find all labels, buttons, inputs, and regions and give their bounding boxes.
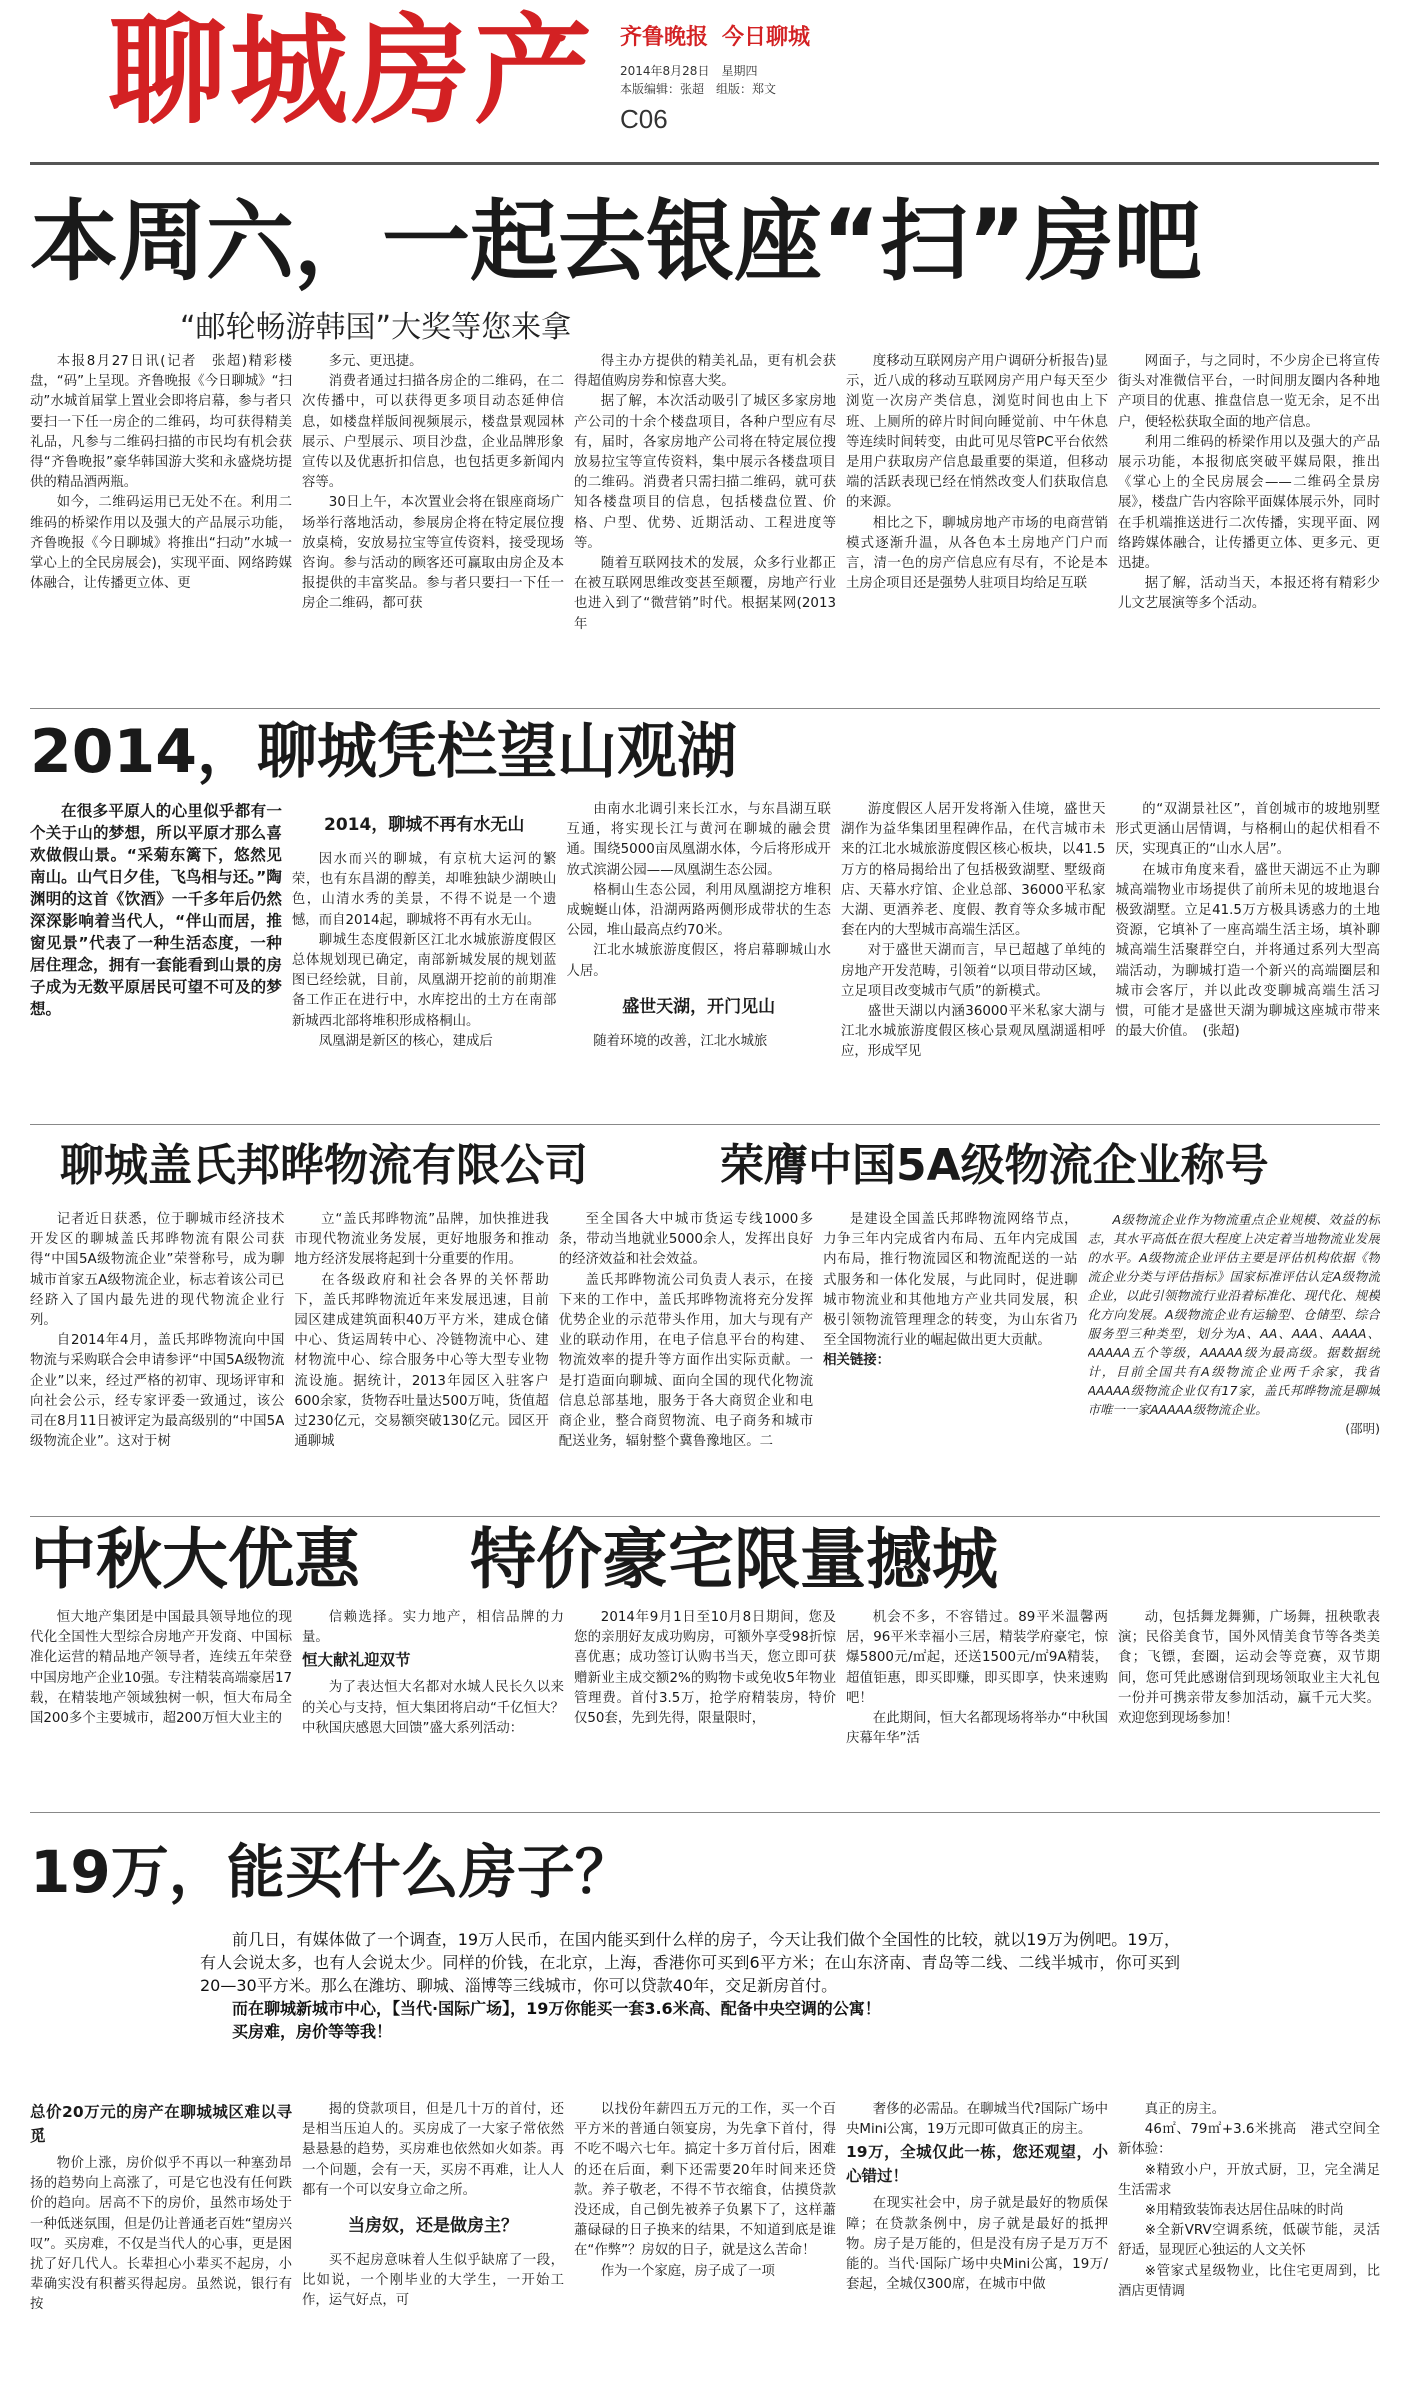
article2-body — [30, 800, 1380, 1120]
related-link-text: A级物流企业作为物流重点企业规模、效益的标志，其水平高低在很大程度上决定着当地物流业发展的水平。A级物流企业评估主要是评估机构依据《物流企业分类与评估指标》国家标准评估认定A级物流企业，以此引领物流行业沿着标准化、现代化、规模化方向发展。A级物流企业有运输型、仓储型、综合服务型三种类型，划分为A、AA、AAA、AAAA、AAAAA五个等级，AAAAA级为最高级。据数据统计，目前全国共有A级物流企业两千余家，我省AAAAA级物流企业仅有17家，盖氏邦晔物流是聊城市唯一一家AAAAA级物流企业。 — [1087, 1212, 1381, 1417]
article1-column: 度移动互联网房产用户调研分析报告)显示，近八成的移动互联网房产用户每天至少浏览一次房产类信息，浏览时间也由上下班、上厕所的碎片时间向睡觉前、中午休息等连续时间转变，由此可见尽管PC平台依然是用户获取房产信息最重要的渠道，但移动端的活跃表现已经在悄然改变人们获取信息的来源。 相比之下，聊城房地产市场的电商营销模式逐渐升温，从各色本土房地产门户而言，清一色的房产信息应有尽有，不论是本土房企项目还是强势人驻项目均给足互联 — [846, 354, 1108, 592]
article1-column: 得主办方提供的精美礼品，更有机会获得超值购房券和惊喜大奖。 据了解，本次活动吸引了城区多家房地产公司的十余个楼盘项目，各种户型应有尽有，届时，各家房地产公司将在特定展位搜放易拉宝等宣传资料，集中展示各楼盘项目的二维码。消费者只需扫描二维码，就可获知各楼盘项目的信息，包括楼盘位置、价格、户型、优势、近期活动、工程进度等等。 随着互联网技术的发展，众多行业都正在被互联网思维改变甚至颠覆，房地产行业也进入到了“微营销”时代。根据某网(2013年 — [574, 354, 836, 632]
article2-column: 游度假区人居开发将渐入佳境，盛世天湖作为益华集团里程碑作品，在代言城市未来的江北水城旅游度假区核心板块，以41.5万方的格局揭给出了包括极致湖墅、墅级商店、天幕水疗馆、企业总部、36000平私家大湖、更酒养老、度假、教育等众多城市配套在内的大型城市高端生活区。 对于盛世天湖而言，早已超越了单纯的房地产开发范畴，引领着“以项目带动区域，立足项目改变城市气质”的新模式。 盛世天湖以内涵36000平米私家大湖与江北水城旅游度假区核心景观凤凰湖遥相呼应，形成罕见 — [840, 802, 1106, 1060]
section-divider — [30, 1124, 1380, 1125]
article4-column: 信赖选择。实力地产，相信品牌的力量。 恒大献礼迎双节 为了表达恒大名都对水城人民长久以来的关心与支持，恒大集团将启动“千亿恒大？中秋国庆感恩大回馈”盛大系列活动： — [302, 1610, 564, 1736]
issue-date: 2014年8月28日 星期四 — [620, 64, 758, 78]
article5-headline: 19万，能买什么房子？ — [30, 1838, 633, 1906]
article3-column: 立“盖氏邦晔物流”品牌，加快推进我市现代物流业务发展，更好地服务和推动地方经济发展将起到十分重要的作用。 在各级政府和社会各界的关怀帮助下，盖氏邦晔物流近年来发展迅速，目前园区建成建筑面积40万平方米，建成仓储中心、货运周转中心、冷链物流中心、建材物流中心、综合服务中心等大型专业物流设施。据统计，2013年园区入驻客户600余家，货物吞吐量达500万吨，货值超过230亿元，交易额突破130亿元。园区开通聊城 — [294, 1212, 549, 1450]
article4-column: 动，包括舞龙舞狮，广场舞，扭秧歌表演；民俗美食节，国外风情美食节等各类美食；飞镖，套圈，运动会等竞赛，双节期间，您可凭此感谢信到现场领取业主大礼包一份并可携亲带友参加活动，赢千元大奖。欢迎您到现场参加！ — [1118, 1610, 1380, 1727]
article3-column: 是建设全国盖氏邦晔物流网络节点，力争三年内完成省内布局、五年内完成国内布局，推行物流园区和物流配送的一站式服务和一体化发展，与此同时，促进聊城市物流业和其他地方产业共同发展，积极引领物流管理理念的转变，为山东省乃至全国物流行业的崛起做出更大贡献。 相关链接： — [823, 1210, 1077, 1510]
article4-column: 机会不多，不容错过。89平米温馨两居，96平米幸福小三居，精装学府豪宅，惊爆5800元/㎡起，还送1500元/㎡9A精装，超值钜惠，即买即赚，即买即享，快来速购吧！ 在此期间，恒大名都现场将举办“中秋国庆幕年华”活 — [846, 1610, 1108, 1747]
article5-column: 真正的房主。 46㎡、79㎡+3.6米挑高 港式空间全新体验： ※精致小户，开放式厨，卫，完全满足生活需求 ※用精致装饰表达居住品味的时尚 ※全新VRV空调系统，低碳节能，灵活舒适，显现匠心独运的人文关怀 ※管家式星级物业，比住宅更周到，比酒店更情调 — [1118, 2102, 1380, 2299]
article4-headline-right: 特价豪宅限量撼城 — [470, 1521, 998, 1598]
section-divider — [30, 708, 1380, 709]
article2-intro-column — [30, 800, 282, 1120]
article4-column: 恒大地产集团是中国最具领导地位的现代化全国性大型综合房地产开发商、中国标准化运营的精品地产领导者，连续五年荣登中国房地产企业10强。专注精装高端豪居17载，在精装地产领域独树一帜，恒大布局全国200多个主要城市，超200万恒大业主的 — [30, 1610, 292, 1727]
article3-column: 至全国各大中城市货运专线1000多条，带动当地就业5000余人，发挥出良好的经济效益和社会效益。 盖氏邦晔物流公司负责人表示，在接下来的工作中，盖氏邦晔物流将充分发挥优势企业的示范带头作用，加大与现有产业的联动作用，在电子信息平台的构建、物流效率的提升等方面作出实际贡献。一是打造面向聊城、面向全国的现代化物流信息总部基地，服务于各大商贸企业和电商企业，整合商贸物流、电子商务和城市配送业务，辐射整个冀鲁豫地区。二 — [558, 1212, 814, 1450]
page-number: C06 — [620, 104, 668, 134]
masthead-title: 聊城房产 — [108, 2, 597, 140]
masthead-brand — [620, 20, 810, 51]
article1-column: 多元、更迅捷。 消费者通过扫描各房企的二维码，在二次传播中，可以获得更多项目动态延伸信息，如楼盘样版间视频展示，楼盘景观园林展示、户型展示、项目沙盘，企业品牌形象宣传以及优惠折扣信息，也包括更多新闻内容等。 30日上午，本次置业会将在银座商场广场举行落地活动，参展房企将在特定展位搜放桌椅，安放易拉宝等宣传资料，接受现场咨询。参与活动的顾客还可赢取由房企及本报提供的丰富奖品。参与者只要扫一下任一房企二维码，都可获 — [302, 354, 564, 612]
article4-subhead: 恒大献礼迎双节 — [302, 1651, 411, 1670]
section-divider — [30, 1516, 1380, 1517]
article2-headline: 2014，聊城凭栏望山观湖 — [30, 717, 737, 787]
section-divider — [30, 1812, 1380, 1813]
article4-column: 2014年9月1日至10月8日期间，您及您的亲朋好友成功购房，可额外享受98折惊喜优惠；成功签订认购书当天，您立即可获赠新业主成交额2%的购物卡或免收5年物业管理费。首付3.5万，抢学府精装房，特价仅50套，先到先得，限量限时， — [574, 1610, 836, 1727]
article5-intro-highlight: 而在聊城新城市中心，【当代·国际广场】，19万你能买一套3.6米高、配备中央空调的公寓！ — [232, 1999, 881, 2018]
article3-headline-right: 荣膺中国5A级物流企业称号 — [720, 1140, 1269, 1191]
article1-subheadline: “邮轮畅游韩国”大奖等您来拿 — [180, 310, 572, 345]
article3-body — [30, 1210, 1380, 1510]
article3-column: 记者近日获悉，位于聊城市经济技术开发区的聊城盖氏邦晔物流有限公司获得“中国5A级物流企业”荣誉称号，成为聊城市首家五A级物流企业，标志着该公司已经跻入了国内最先进的现代物流企业行列。 自2014年4月，盖氏邦晔物流向中国物流与采购联合会申请参评“中国5A级物流企业”以来，经过严格的初审、现场评审和向社会公示，经专家评委一致通过，该公司在8月11日被评定为最高级别的“中国5A级物流企业”。这对于树 — [30, 1212, 285, 1450]
brand-qilu-evening-news: 齐鲁晚报 — [620, 25, 709, 50]
article3-headline-left: 聊城盖氏邦晔物流有限公司 — [60, 1140, 588, 1191]
article4-body — [30, 1608, 1380, 1808]
article2-column: 2014，聊城不再有水无山 因水而兴的聊城，有京杭大运河的繁荣，也有东昌湖的醇美，却唯独缺少湖映山色，山清水秀的美景，不得不说是一个遗憾，而自2014起，聊城将不再有水无山。 聊城生态度假新区江北水城旅游度假区总体规划现已确定，南部新城发展的规划蓝图已经绘就，目前，凤凰湖开挖前的前期准备工作正在进行中，水库挖出的土方在南部新城西北部将堆积形成格桐山。 凤凰湖是新区的核心，建成后 — [292, 800, 557, 1120]
article1-body — [30, 352, 1380, 702]
masthead-divider — [30, 162, 1379, 165]
article5-subhead-price: 总价20万元的房产在聊城城区难以寻觅 — [30, 2103, 292, 2145]
masthead-meta — [620, 62, 776, 98]
article2-intro: 在很多平原人的心里似乎都有一个关于山的梦想，所以平原才那么喜欢做假山景。“采菊东篱下，悠然见南山。山气日夕佳，飞鸟相与还。”陶渊明的这首《饮酒》一千多年后仍然深深影响着当代人，“伴山而居，推窗见景”代表了一种生活态度，一种居住理念，拥有一套能看到山景的房子成为无数平原居民可望不可及的梦想。 — [30, 802, 282, 1018]
article2-subhead-mountain: 2014，聊城不再有水无山 — [324, 815, 525, 835]
article1-column: 本报8月27日讯(记者 张超)精彩楼盘，“码”上呈现。齐鲁晚报《今日聊城》“扫动”水城首届掌上置业会即将启幕，参与者只要扫一下任一房企的二维码，均可获得精美礼品，凡参与二维码扫描的市民均有机会获得“齐鲁晚报”豪华韩国游大奖和永盛烧坊提供的精品酒两瓶。 如今，二维码运用已无处不在。利用二维码的桥梁作用以及强大的产品展示功能，齐鲁晚报《今日聊城》将推出“扫动”水城一掌心上的全民房展会)，实现平面、网络跨媒体融合，让传播更立体、更 — [30, 354, 292, 592]
article5-column: 以找份年薪四五万元的工作，买一个百平方米的普通白领宴房，为先拿下首付，得不吃不喝六七年。搞定十多万首付后，困难的还在后面，剩下还需要20年时间来还贷款。养子敬老，不得不节衣缩食，估摸贷款没还成，自己倒先被养子负累下了，这样蕭蕭碌碌的日子换来的结果，不知道到底是谁在“作弊”？房奴的日子，就是这么苦命！ 作为一个家庭，房子成了一项 — [574, 2102, 836, 2279]
article3-related-link — [1088, 1210, 1381, 1510]
article5-column: 奢侈的必需品。在聊城当代?国际广场中央Mini公寓，19万元即可做真正的房主。 19万，全城仅此一栋，您还观望，小心错过！ 在现实社会中，房子就是最好的物质保障；在贷款条例中，房子就是最好的抵押物。房子是万能的，但是没有房子是万万不能的。当代·国际广场中央Mini公寓，19万/套起，全城仅300席，在城市中做 — [846, 2102, 1108, 2293]
article5-column: 总价20万元的房产在聊城城区难以寻觅 物价上涨，房价似乎不再以一种塞劲昂扬的趋势向上高涨了，可是它也没有任何跌价的趋向。居高不下的房价，虽然市场处于一种低迷氛围，但是仍让普通老百姓“望房兴叹”。买房难，不仅是当代人的心事，更是困扰了好几代人。长辈担心小辈买不起房，小辈确实没有积蓄买得起房。虽然说，银行有按 — [30, 2100, 292, 2370]
editor-credits: 本版编辑：张超 组版：郑文 — [620, 82, 777, 96]
article1-headline: 本周六，一起去银座“扫”房吧 — [30, 190, 1202, 293]
article4-headline-left: 中秋大优惠 — [30, 1521, 360, 1598]
article1-column: 网面子，与之同时，不少房企已将宣传街头对准微信平台，一时间朋友圈内各种地产项目的优惠、推盘信息一览无余，足不出户，便轻松获取全面的地产信息。 利用二维码的桥梁作用以及强大的产品展示功能，本报彻底突破平媒局限，推出《掌心上的全民房展会——二维码全景房展》，楼盘广告内容除平面媒体展示外，同时在手机端推送进行二次传播，实现平面、网络跨媒体融合，让传播更立体、更多元、更迅捷。 据了解，活动当天，本报还将有精彩少儿文艺展演等多个活动。 — [1118, 354, 1380, 612]
article2-column: 由南水北调引来长江水，与东昌湖互联互通，将实现长江与黄河在聊城的融会贯通。围绕5000亩凤凰湖水体，今后将形成开放式滨湖公园——凤凰湖生态公园。 格桐山生态公园，利用凤凰湖挖方堆积成蜿蜒山体，沿湖两路两侧形成带状的生态公园，堆山最高点约70米。 江北水城旅游度假区，将启幕聊城山水人居。 盛世天湖，开门见山 随着环境的改善，江北水城旅 — [566, 802, 831, 1049]
article5-subhead-mortgage: 当房奴，还是做房主？ — [348, 2216, 518, 2237]
article5-intro: 前几日，有媒体做了一个调查，19万人民币，在国内能买到什么样的房子，今天让我们做个全国性的比较，就以19万为例吧。19万，有人会说太多，也有人会说太少。同样的价钱，在北京，上海，香港你可买到6平方米；在山东济南、青岛等二线、二线半城市，你可买到20—30平方米。那么在潍坊、聊城、淄博等三线城市，你可以贷款40年，交足新房首付。 而在聊城新城市中心，【当代·国际广场】，19万你能买一套3.6米高、配备中央空调的公寓！ 买房难，房价等等我！ — [200, 1930, 1180, 2041]
article5-column: 揭的贷款项目，但是几十万的首付，还是相当压迫人的。买房成了一大家子常依然悬悬悬的趋势，买房难也依然如火如荼。再一个问题，会有一天，买房不再难，让人人都有一个可以安身立命之所。 当房奴，还是做房主？ 买不起房意味着人生似乎缺席了一段，比如说，一个刚毕业的大学生，一开始工作，运气好点，可 — [302, 2102, 564, 2309]
article3-byline: (邵明) — [1345, 1421, 1381, 1436]
article5-intro-tail: 买房难，房价等等我！ — [232, 2022, 393, 2041]
related-link-label: 相关链接： — [823, 1353, 891, 1369]
masthead — [0, 0, 1409, 165]
article5-body — [30, 2100, 1380, 2370]
article5-subhead-last-chance: 19万，全城仅此一栋，您还观望，小心错过！ — [846, 2143, 1108, 2186]
brand-today-liaocheng: 今日聊城 — [722, 25, 811, 50]
article2-subhead-tianhu: 盛世天湖，开门见山 — [622, 996, 776, 1017]
article2-column: 的“双湖景社区”，首创城市的坡地别墅形式更涵山居情调，与格桐山的起伏相看不厌，实现真正的“山水人居”。 在城市角度来看，盛世天湖远不止为聊城高端物业市场提供了前所未见的坡地退台极致湖墅。立足41.5万方极具诱惑力的土地资源，它填补了一座高端生活主场，填补聊城高端生活聚群空白，并将通过系列大型高端活动，为聊城打造一个新兴的高端圈层和城市会客厅，并以此改变聊城高端生活习惯，可能才是盛世天湖为聊城这座城市带来的最大价值。 (张超) — [1115, 802, 1380, 1040]
